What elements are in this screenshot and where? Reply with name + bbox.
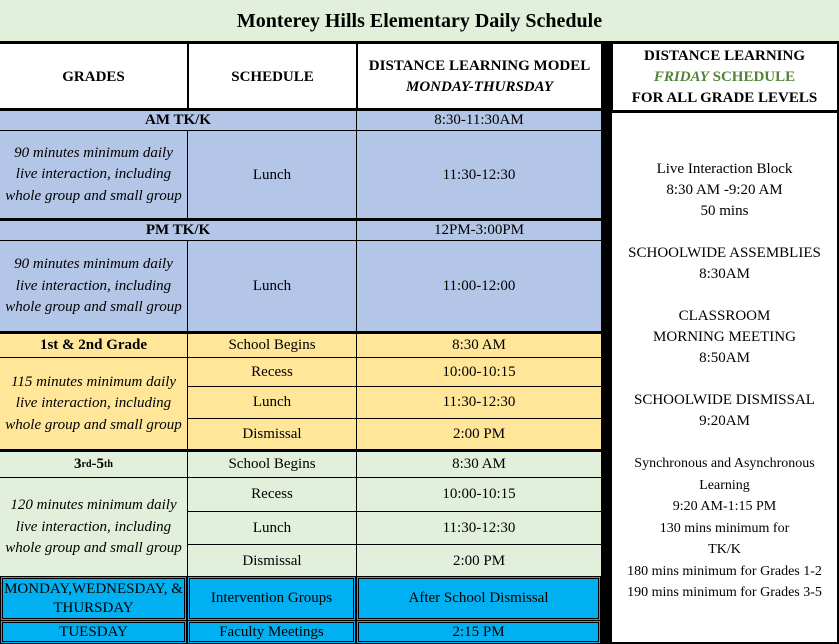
friday-line: 190 mins minimum for Grades 3-5 (627, 585, 822, 600)
friday-line: 130 mins minimum for (659, 520, 790, 536)
pm-tkk-description: 90 minutes minimum daily live interaction, including whole group and small group (0, 240, 187, 332)
grade-3-5-label-end: -5 (91, 456, 105, 472)
friday-line: MORNING MEETING (653, 329, 796, 345)
grade-1-2-event-2: Lunch (187, 386, 356, 418)
grade-3-5-event-2: Lunch (187, 511, 356, 544)
grade-1-2-event-3: Dismissal (187, 418, 356, 450)
friday-line: Live Interaction Block (656, 161, 793, 177)
friday-schedule-panel (612, 110, 839, 644)
am-tkk-description: 90 minutes minimum daily live interaction, including whole group and small group (0, 130, 187, 219)
pm-tkk-time: 12PM-3:00PM (356, 218, 601, 240)
grade-3-5-event-3: Dismissal (187, 544, 356, 577)
schedule-word: SCHEDULE (708, 68, 796, 85)
extra-row-1-time: 2:15 PM (356, 620, 601, 644)
header-grades: GRADES (0, 44, 187, 110)
grade-3-5-event-0: School Begins (187, 449, 356, 477)
friday-line: 180 mins minimum for Grades 1-2 (627, 563, 822, 579)
extra-row-1-event: Faculty Meetings (187, 620, 356, 644)
grade-1-2-time-1: 10:00-10:15 (356, 357, 601, 386)
grade-3-5-description: 120 minutes minimum daily live interaction, including whole group and small group (0, 477, 187, 577)
grade-1-2-description: 115 minutes minimum daily live interaction, including whole group and small group (0, 357, 187, 450)
grade-3-5-time-3: 2:00 PM (356, 544, 601, 577)
header-friday-line1: DISTANCE LEARNING (643, 47, 805, 64)
friday-line: 9:20AM (699, 413, 750, 429)
grade-3-5-time-2: 11:30-12:30 (356, 511, 601, 544)
grade-1-2-time-3: 2:00 PM (356, 418, 601, 450)
extra-row-0-days: MONDAY,WEDNESDAY, & THURSDAY (0, 576, 187, 621)
extra-row-1-days: TUESDAY (0, 620, 187, 644)
friday-line: SCHOOLWIDE DISMISSAL (634, 392, 815, 408)
extra-row-0-time: After School Dismissal (356, 576, 601, 621)
friday-assemblies (628, 243, 821, 285)
grade-3-5-time-1: 10:00-10:15 (356, 477, 601, 511)
friday-line: CLASSROOM (678, 308, 771, 324)
friday-line: SCHOOLWIDE ASSEMBLIES (628, 245, 821, 261)
header-model-line1: DISTANCE LEARNING MODEL (368, 58, 591, 74)
grade-3-5-label-start: 3 (74, 456, 82, 472)
friday-line: TK/K (708, 542, 741, 557)
am-tkk-time: 8:30-11:30AM (356, 108, 601, 130)
pm-tkk-lunch-time: 11:00-12:00 (356, 240, 601, 332)
header-friday-line2 (654, 67, 795, 88)
friday-word: FRIDAY (653, 68, 709, 85)
grade-3-5-time-0: 8:30 AM (356, 449, 601, 477)
grade-3-5-event-1: Recess (187, 477, 356, 511)
page-title: Monterey Hills Elementary Daily Schedule (0, 0, 839, 44)
friday-line: 8:30AM (699, 266, 750, 282)
extra-row-0-event: Intervention Groups (187, 576, 356, 621)
grade-3-5-label: 3 rd -5 th (0, 449, 187, 477)
friday-dismissal (634, 390, 815, 432)
friday-line: 8:30 AM -9:20 AM (666, 182, 783, 198)
friday-line: 50 mins (700, 203, 749, 219)
am-tkk-lunch-event: Lunch (187, 130, 356, 219)
header-schedule: SCHEDULE (187, 44, 356, 110)
am-tkk-label: AM TK/K (0, 108, 356, 130)
grade-1-2-time-0: 8:30 AM (356, 331, 601, 357)
friday-sync-async (627, 453, 822, 604)
friday-live-interaction (657, 159, 793, 222)
header-model-line2: MONDAY-THURSDAY (406, 79, 553, 95)
friday-line: 9:20 AM-1:15 PM (672, 499, 777, 514)
header-friday (612, 44, 839, 110)
header-distance-model (356, 44, 601, 110)
friday-morning-meeting (653, 306, 796, 369)
am-tkk-lunch-time: 11:30-12:30 (356, 130, 601, 219)
grade-1-2-event-0: School Begins (187, 331, 356, 357)
pm-tkk-lunch-event: Lunch (187, 240, 356, 332)
grade-1-2-event-1: Recess (187, 357, 356, 386)
pm-tkk-label: PM TK/K (0, 218, 356, 240)
header-friday-line3: FOR ALL GRADE LEVELS (631, 89, 818, 106)
friday-line: Learning (699, 477, 750, 493)
grade-1-2-label: 1st & 2nd Grade (0, 331, 187, 357)
friday-line: Synchronous and Asynchronous (634, 456, 815, 471)
grade-1-2-time-2: 11:30-12:30 (356, 386, 601, 418)
friday-line: 8:50AM (699, 350, 750, 366)
